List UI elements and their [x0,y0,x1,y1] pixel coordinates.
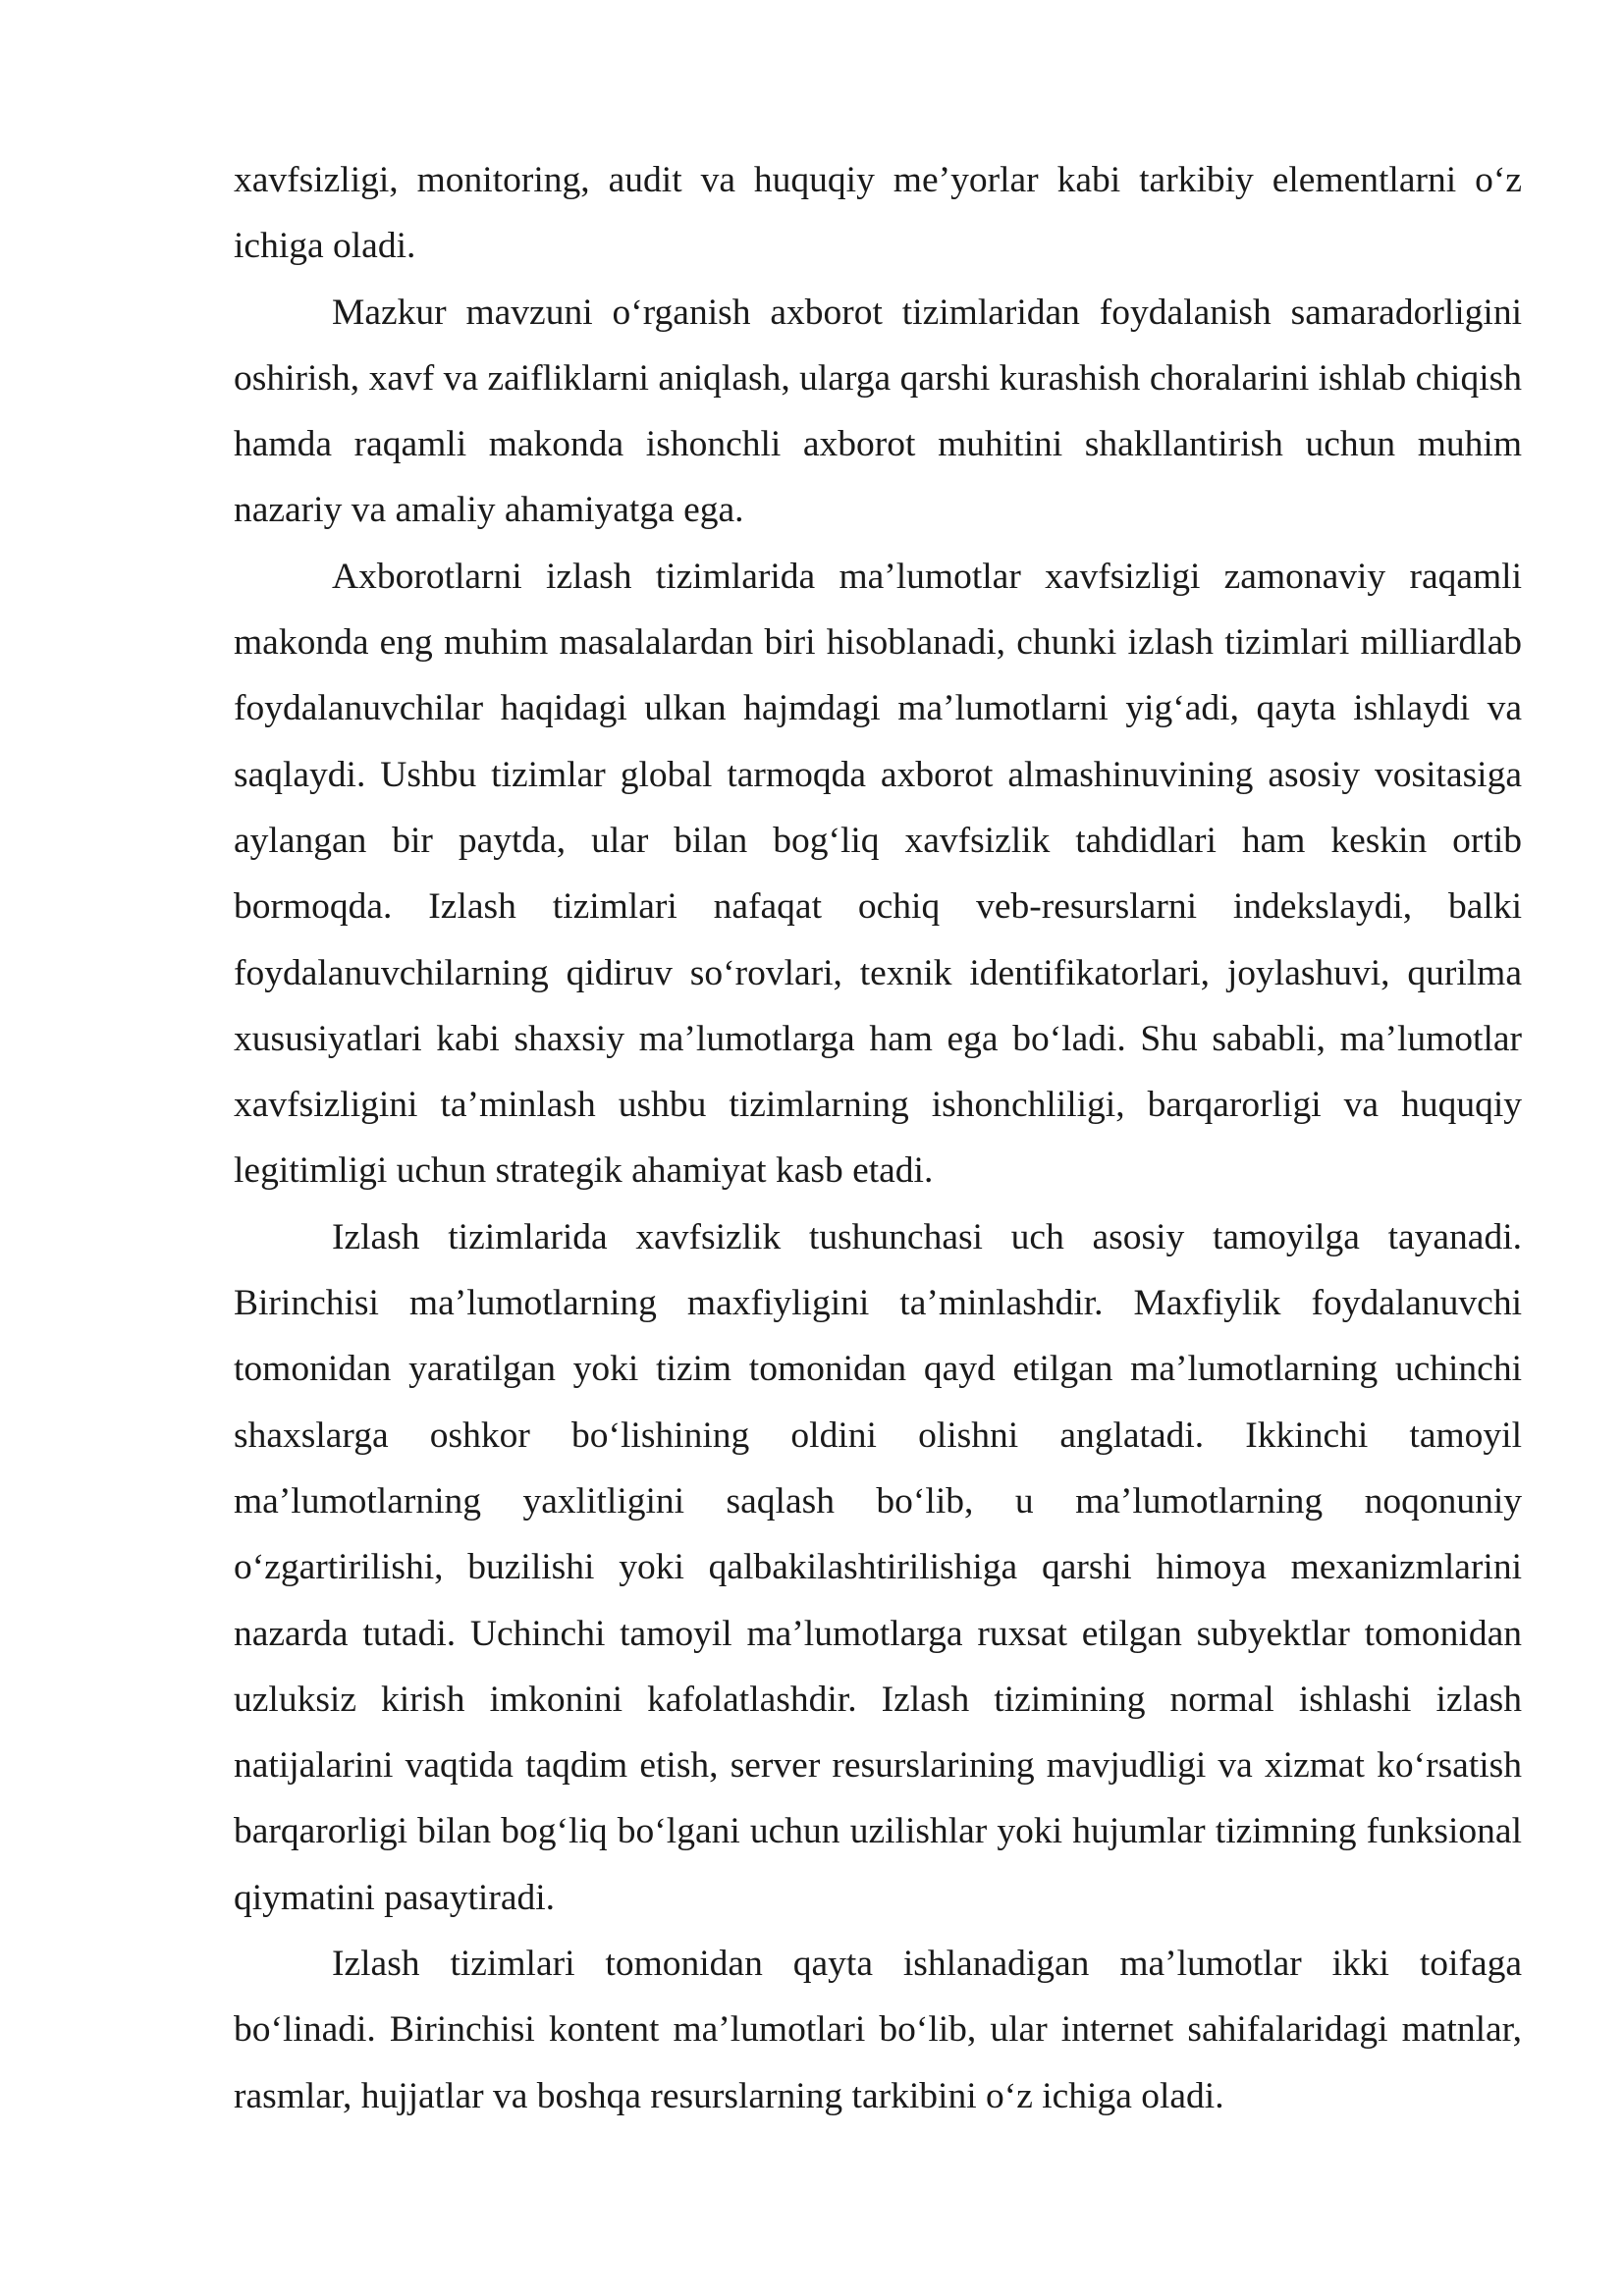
document-page [234,147,1522,2129]
paragraph-search-security: Axborotlarni izlash tizimlarida ma’lumotlar xavfsizligi zamonaviy raqamli makonda eng muhim masalalardan biri hisoblanadi, chunki izlash tizimlari milliardlab foydalanuvchilar haqidagi ulkan hajmdagi ma’lumotlarni yig‘adi, qayta ishlaydi va saqlaydi. Ushbu tizimlar global tarmoqda axborot almashinuvining asosiy vositasiga aylangan bir paytda, ular bilan bog‘liq xavfsizlik tahdidlari ham keskin ortib bormoqda. Izlash tizimlari nafaqat ochiq veb-resurslarni indekslaydi, balki foydalanuvchilarning qidiruv so‘rovlari, texnik identifikatorlari, joylashuvi, qurilma xususiyatlari kabi shaxsiy ma’lumotlarga ham ega bo‘ladi. Shu sababli, ma’lumotlar xavfsizligini ta’minlash ushbu tizimlarning ishonchliligi, barqarorligi va huquqiy legitimligi uchun strategik ahamiyat kasb etadi. [234,556,1522,1192]
paragraph-security-principles: Izlash tizimlarida xavfsizlik tushunchasi uch asosiy tamoyilga tayanadi. Birinchisi ma’lumotlarning maxfiyligini ta’minlashdir. Maxfiylik foydalanuvchi tomonidan yaratilgan yoki tizim tomonidan qayd etilgan ma’lumotlarning uchinchi shaxslarga oshkor bo‘lishining oldini olishni anglatadi. Ikkinchi tamoyil ma’lumotlarning yaxlitligini saqlash bo‘lib, u ma’lumotlarning noqonuniy o‘zgartirilishi, buzilishi yoki qalbakilashtirilishiga qarshi himoya mexanizmlarini nazarda tutadi. Uchinchi tamoyil ma’lumotlarga ruxsat etilgan subyektlar tomonidan uzluksiz kirish imkonini kafolatlashdir. Izlash tizimining normal ishlashi izlash natijalarini vaqtida taqdim etish, server resurslarining mavjudligi va xizmat ko‘rsatish barqarorligi bilan bog‘liq bo‘lgani uchun uzilishlar yoki hujumlar tizimning funksional qiymatini pasaytiradi. [234,1216,1522,1918]
paragraph-continuation: xavfsizligi, monitoring, audit va huquqiy me’yorlar kabi tarkibiy elementlarni o‘z ichiga oladi. [234,160,1522,267]
paragraph-topic-significance: Mazkur mavzuni o‘rganish axborot tizimlaridan foydalanish samaradorligini oshirish, xavf va zaifliklarni aniqlash, ularga qarshi kurashish choralarini ishlab chiqish hamda raqamli makonda ishonchli axborot muhitini shakllantirish uchun muhim nazariy va amaliy ahamiyatga ega. [234,292,1522,531]
paragraph-data-categories: Izlash tizimlari tomonidan qayta ishlanadigan ma’lumotlar ikki toifaga bo‘linadi. Birinchisi kontent ma’lumotlari bo‘lib, ular internet sahifalaridagi matnlar, rasmlar, hujjatlar va boshqa resurslarning tarkibini o‘z ichiga oladi. [234,1944,1522,2116]
